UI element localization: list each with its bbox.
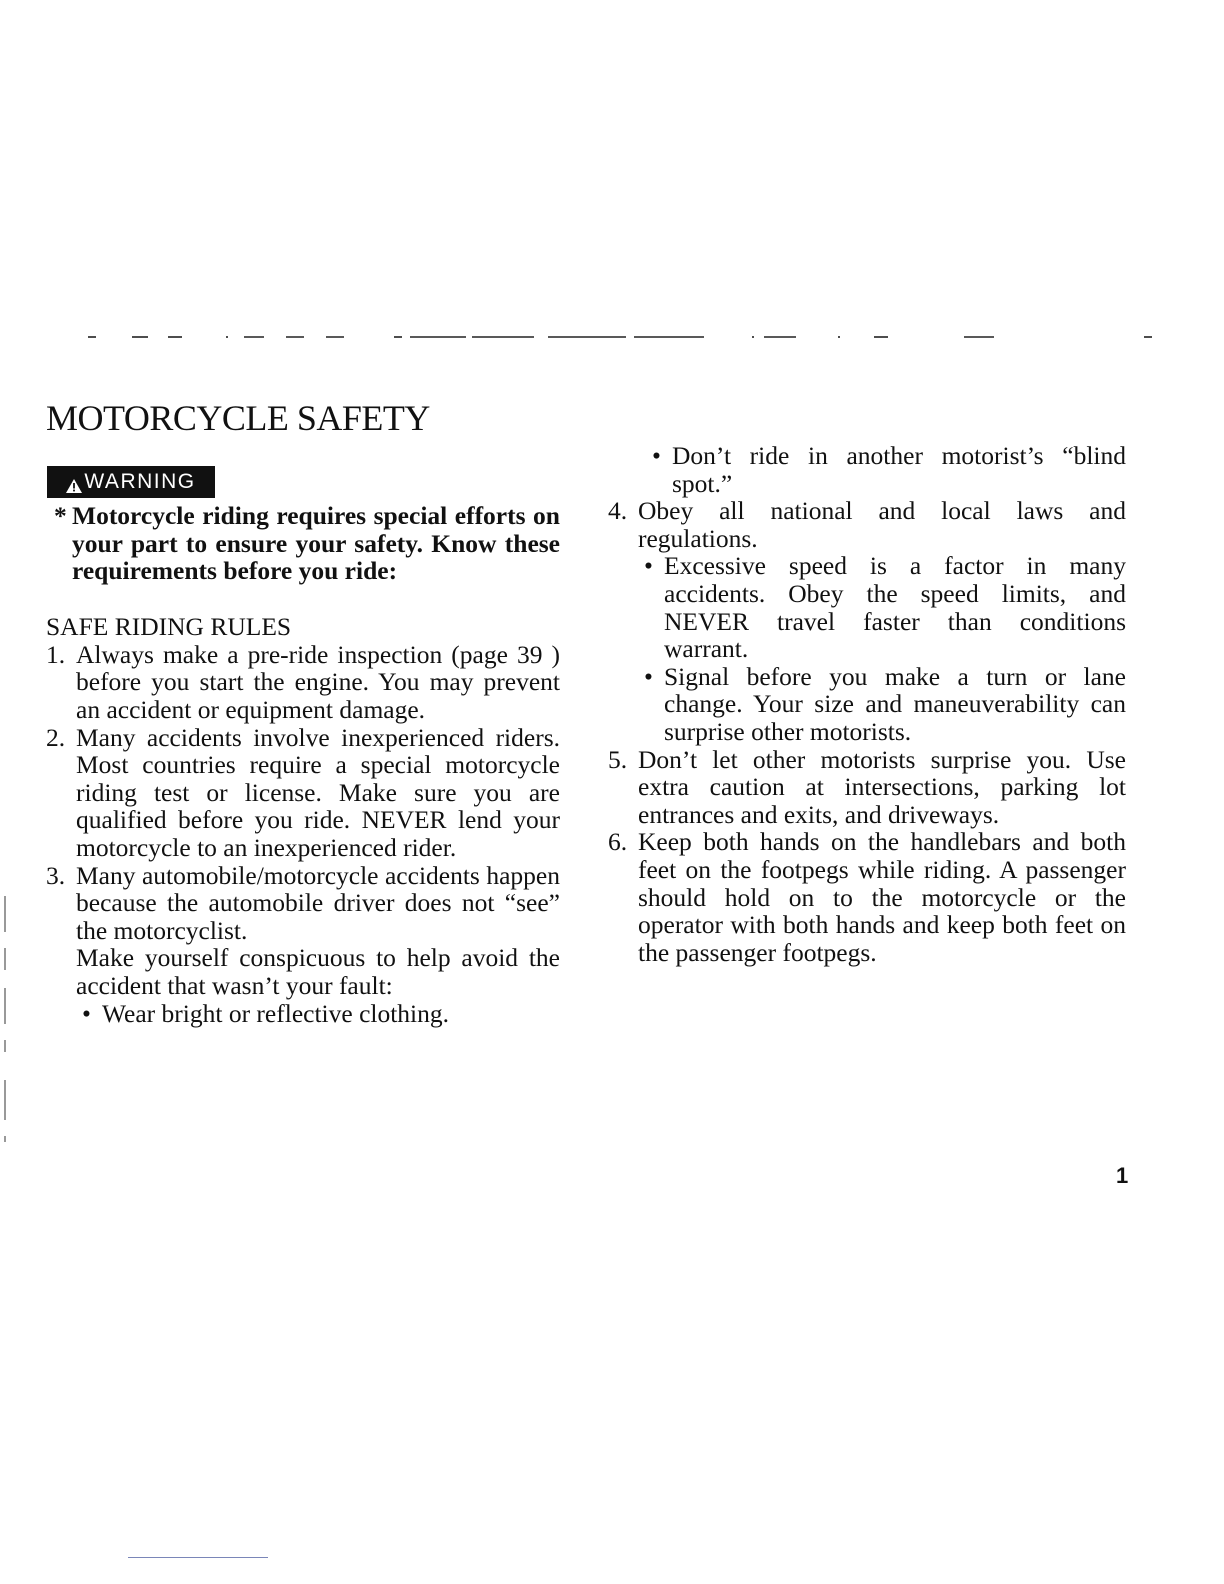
bullet-item [76, 1000, 560, 1028]
rule-number: 4. [608, 496, 628, 526]
rule-text: Obey all national and local laws and regulations. [638, 496, 1126, 553]
warning-triangle-icon [66, 475, 82, 489]
rule-text: Many accidents involve inexperienced riders. Most countries require a special motorcycle riding test or license. Make sure you are qualified before you ride. NEVER lend your motorcycle to an inexperienced rider. [76, 722, 560, 862]
bullet-item [646, 442, 1126, 497]
rule-1 [46, 641, 560, 724]
warning-statement [46, 502, 560, 585]
rule-6 [608, 828, 1126, 966]
rule-number: 5. [608, 744, 628, 774]
warning-badge [47, 466, 215, 498]
bullet-item [638, 552, 1126, 662]
warning-label: WARNING [84, 470, 196, 493]
section-heading: SAFE RIDING RULES [46, 611, 292, 641]
right-column [608, 442, 1126, 966]
scan-margin-marks [4, 896, 6, 1156]
scan-dash-rule [88, 336, 1158, 338]
rule-3 [46, 862, 560, 1028]
rule-text: Don’t let other motorists surprise you. Use extra caution at intersections, parking lot entrances and exits, and driveways. [638, 744, 1126, 829]
bullet-dot-icon: • [644, 661, 653, 691]
page-number: 1 [1116, 1163, 1129, 1188]
bullet-text: Don’t ride in another motorist’s “blind spot.” [672, 441, 1126, 498]
rule-number: 3. [46, 860, 66, 890]
warning-text: Motorcycle riding requires special efforts on your part to ensure your safety. Know these requirements before you ride: [72, 501, 560, 586]
bullet-text: Signal before you make a turn or lane change. Your size and maneuverability can surprise other motorists. [664, 661, 1126, 746]
rule-text: Keep both hands on the handlebars and both feet on the footpegs while riding. A passenger should hold on to the motorcycle or the operator with both hands and keep both feet on the passenger footpegs. [638, 827, 1126, 967]
rule-5 [608, 746, 1126, 829]
rule-4 [608, 497, 1126, 745]
warning-asterisk: * [54, 501, 67, 530]
scan-bottom-line [128, 1557, 268, 1558]
bullet-dot-icon: • [82, 998, 91, 1028]
rule-2 [46, 724, 560, 862]
bullet-dot-icon: • [652, 441, 661, 470]
bullet-text: Excessive speed is a factor in many accidents. Obey the speed limits, and NEVER travel faster than conditions warrant. [664, 551, 1126, 664]
rule-number: 6. [608, 827, 628, 857]
rule-text: Many automobile/motorcycle accidents happen because the automobile driver does not “see” the motorcyclist. [76, 860, 560, 945]
bullet-item [638, 663, 1126, 746]
bullet-text: Wear bright or reflective clothing. [102, 998, 450, 1028]
rule-text-continued: Make yourself conspicuous to help avoid the accident that wasn’t your fault: [76, 943, 560, 1000]
rule-number: 1. [46, 639, 66, 669]
page-title: MOTORCYCLE SAFETY [46, 398, 430, 438]
rule-number: 2. [46, 722, 66, 752]
rule-text: Always make a pre-ride inspection (page 39 ) before you start the engine. You may prevent an accident or equipment damage. [76, 639, 560, 724]
bullet-dot-icon: • [644, 551, 653, 581]
left-column [46, 502, 560, 1027]
